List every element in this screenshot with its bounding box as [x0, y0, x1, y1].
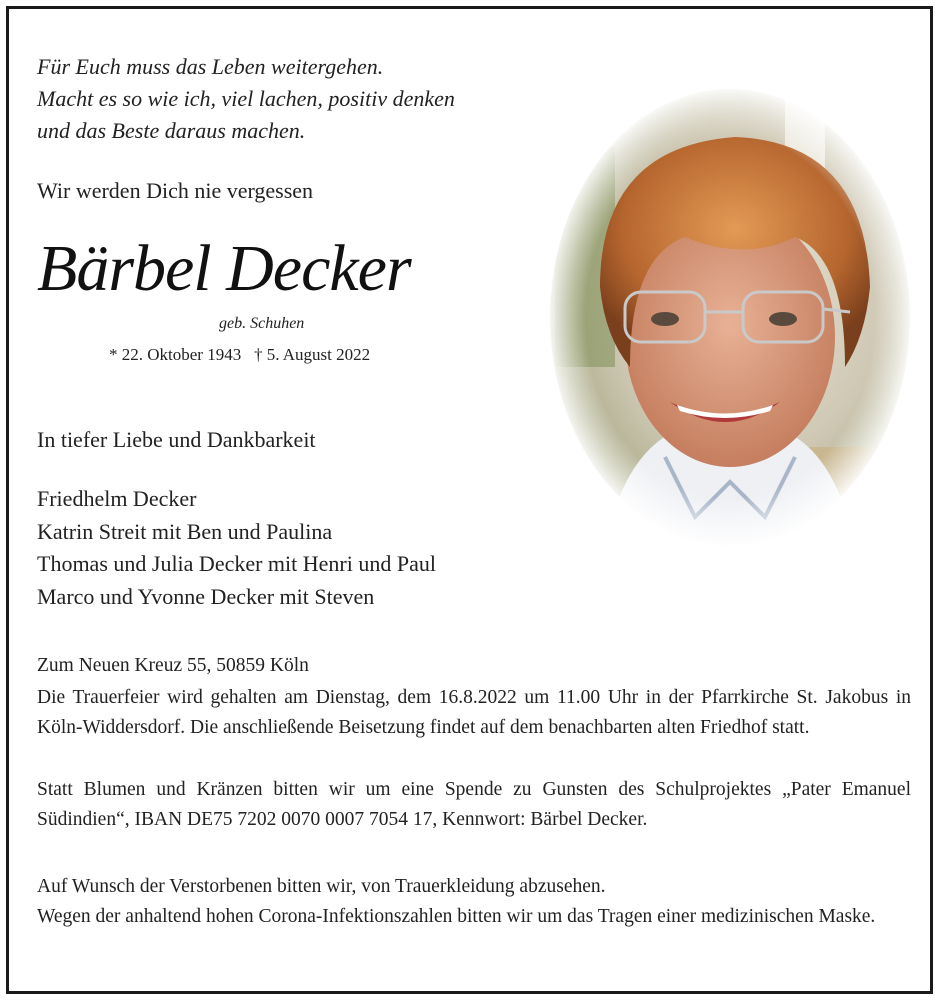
request-line: Wegen der anhaltend hohen Corona-Infektionszahlen bitten wir um das Tragen einer medizinischen Maske.	[37, 905, 876, 927]
service-paragraph: Die Trauerfeier wird gehalten am Dienstag, dem 16.8.2022 um 11.00 Uhr in der Pfarrkirche St. Jakobus in Köln-Widdersdorf. Die anschließende Beisetzung findet auf dem benachbarten alten Friedhof statt.	[37, 687, 911, 738]
death-date: † 5. August 2022	[253, 345, 371, 364]
family-member: Marco und Yvonne Decker mit Steven	[37, 583, 375, 609]
birth-date: * 22. Oktober 1943	[109, 345, 242, 364]
quote-line: Für Euch muss das Leben weitergehen.	[37, 54, 384, 79]
life-dates	[109, 345, 370, 365]
obituary-notice	[6, 6, 933, 994]
maiden-name: geb. Schuhen	[219, 315, 305, 332]
family-member: Friedhelm Decker	[37, 486, 197, 511]
never-forget-text: Wir werden Dich nie vergessen	[37, 178, 314, 203]
portrait-photo	[545, 87, 915, 547]
family-member: Katrin Streit mit Ben und Paulina	[37, 518, 333, 544]
quote-line: Macht es so wie ich, viel lachen, positiv denken	[37, 86, 455, 111]
quote-line: und das Beste daraus machen.	[37, 118, 306, 143]
request-line: Auf Wunsch der Verstorbenen bitten wir, von Trauerkleidung abzusehen.	[37, 876, 606, 897]
donation-paragraph: Statt Blumen und Kränzen bitten wir um eine Spende zu Gunsten des Schulprojektes „Pater Emanuel Südindien“, IBAN DE75 7202 0070 0007 7054 17, Kennwort: Bärbel Decker.	[37, 779, 911, 830]
family-list	[37, 483, 436, 613]
memorial-quote	[37, 51, 455, 147]
thanks-text: In tiefer Liebe und Dankbarkeit	[37, 427, 316, 452]
address: Zum Neuen Kreuz 55, 50859 Köln	[37, 655, 309, 676]
deceased-name: Bärbel Decker	[37, 232, 411, 305]
family-member: Thomas und Julia Decker mit Henri und Paul	[37, 551, 436, 576]
request-paragraph	[37, 872, 911, 931]
portrait-image	[545, 87, 915, 547]
